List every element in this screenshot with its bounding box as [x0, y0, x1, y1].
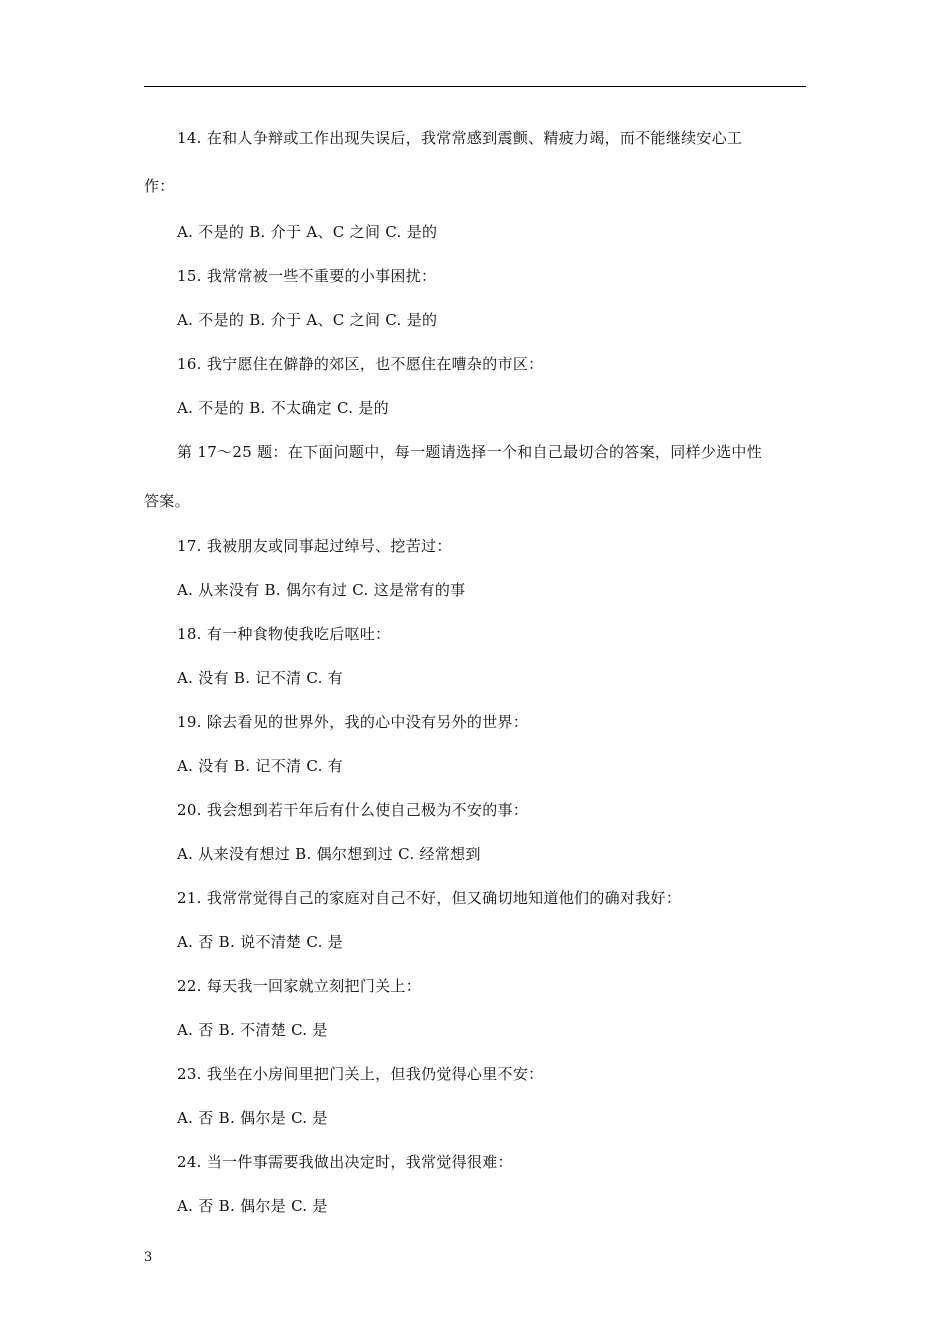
question-15-text: 15. 我常常被一些不重要的小事困扰：	[177, 267, 437, 285]
question-24-text: 24. 当一件事需要我做出决定时，我常觉得很难：	[177, 1153, 513, 1171]
question-15-options: A. 不是的 B. 介于 A、C 之间 C. 是的	[177, 311, 438, 329]
question-14-text: 14. 在和人争辩或工作出现失误后，我常常感到震颤、精疲力竭，而不能继续安心工	[177, 129, 743, 147]
question-23-options: A. 否 B. 偶尔是 C. 是	[177, 1109, 328, 1127]
section-instruction-continued: 答案。	[144, 492, 190, 510]
question-17-text: 17. 我被朋友或同事起过绰号、挖苦过：	[177, 537, 452, 555]
section-instruction: 第 17～25 题：在下面问题中，每一题请选择一个和自己最切合的答案，同样少选中性	[177, 443, 763, 461]
question-14-options: A. 不是的 B. 介于 A、C 之间 C. 是的	[177, 223, 438, 241]
question-18-options: A. 没有 B. 记不清 C. 有	[177, 669, 344, 687]
question-20-text: 20. 我会想到若干年后有什么使自己极为不安的事：	[177, 801, 529, 819]
question-21-text: 21. 我常常觉得自己的家庭对自己不好，但又确切地知道他们的确对我好：	[177, 889, 682, 907]
question-18-text: 18. 有一种食物使我吃后呕吐：	[177, 625, 391, 643]
header-rule	[144, 86, 806, 87]
question-23-text: 23. 我坐在小房间里把门关上，但我仍觉得心里不安：	[177, 1065, 544, 1083]
question-22-options: A. 否 B. 不清楚 C. 是	[177, 1021, 328, 1039]
question-22-text: 22. 每天我一回家就立刻把门关上：	[177, 977, 422, 995]
question-21-options: A. 否 B. 说不清楚 C. 是	[177, 933, 344, 951]
question-24-options: A. 否 B. 偶尔是 C. 是	[177, 1197, 328, 1215]
question-19-text: 19. 除去看见的世界外，我的心中没有另外的世界：	[177, 713, 529, 731]
question-19-options: A. 没有 B. 记不清 C. 有	[177, 757, 344, 775]
question-16-options: A. 不是的 B. 不太确定 C. 是的	[177, 399, 389, 417]
page-number: 3	[144, 1250, 153, 1265]
question-17-options: A. 从来没有 B. 偶尔有过 C. 这是常有的事	[177, 581, 466, 599]
question-20-options: A. 从来没有想过 B. 偶尔想到过 C. 经常想到	[177, 845, 481, 863]
question-16-text: 16. 我宁愿住在僻静的郊区，也不愿住在嘈杂的市区：	[177, 355, 544, 373]
question-14-text-continued: 作：	[144, 177, 175, 195]
